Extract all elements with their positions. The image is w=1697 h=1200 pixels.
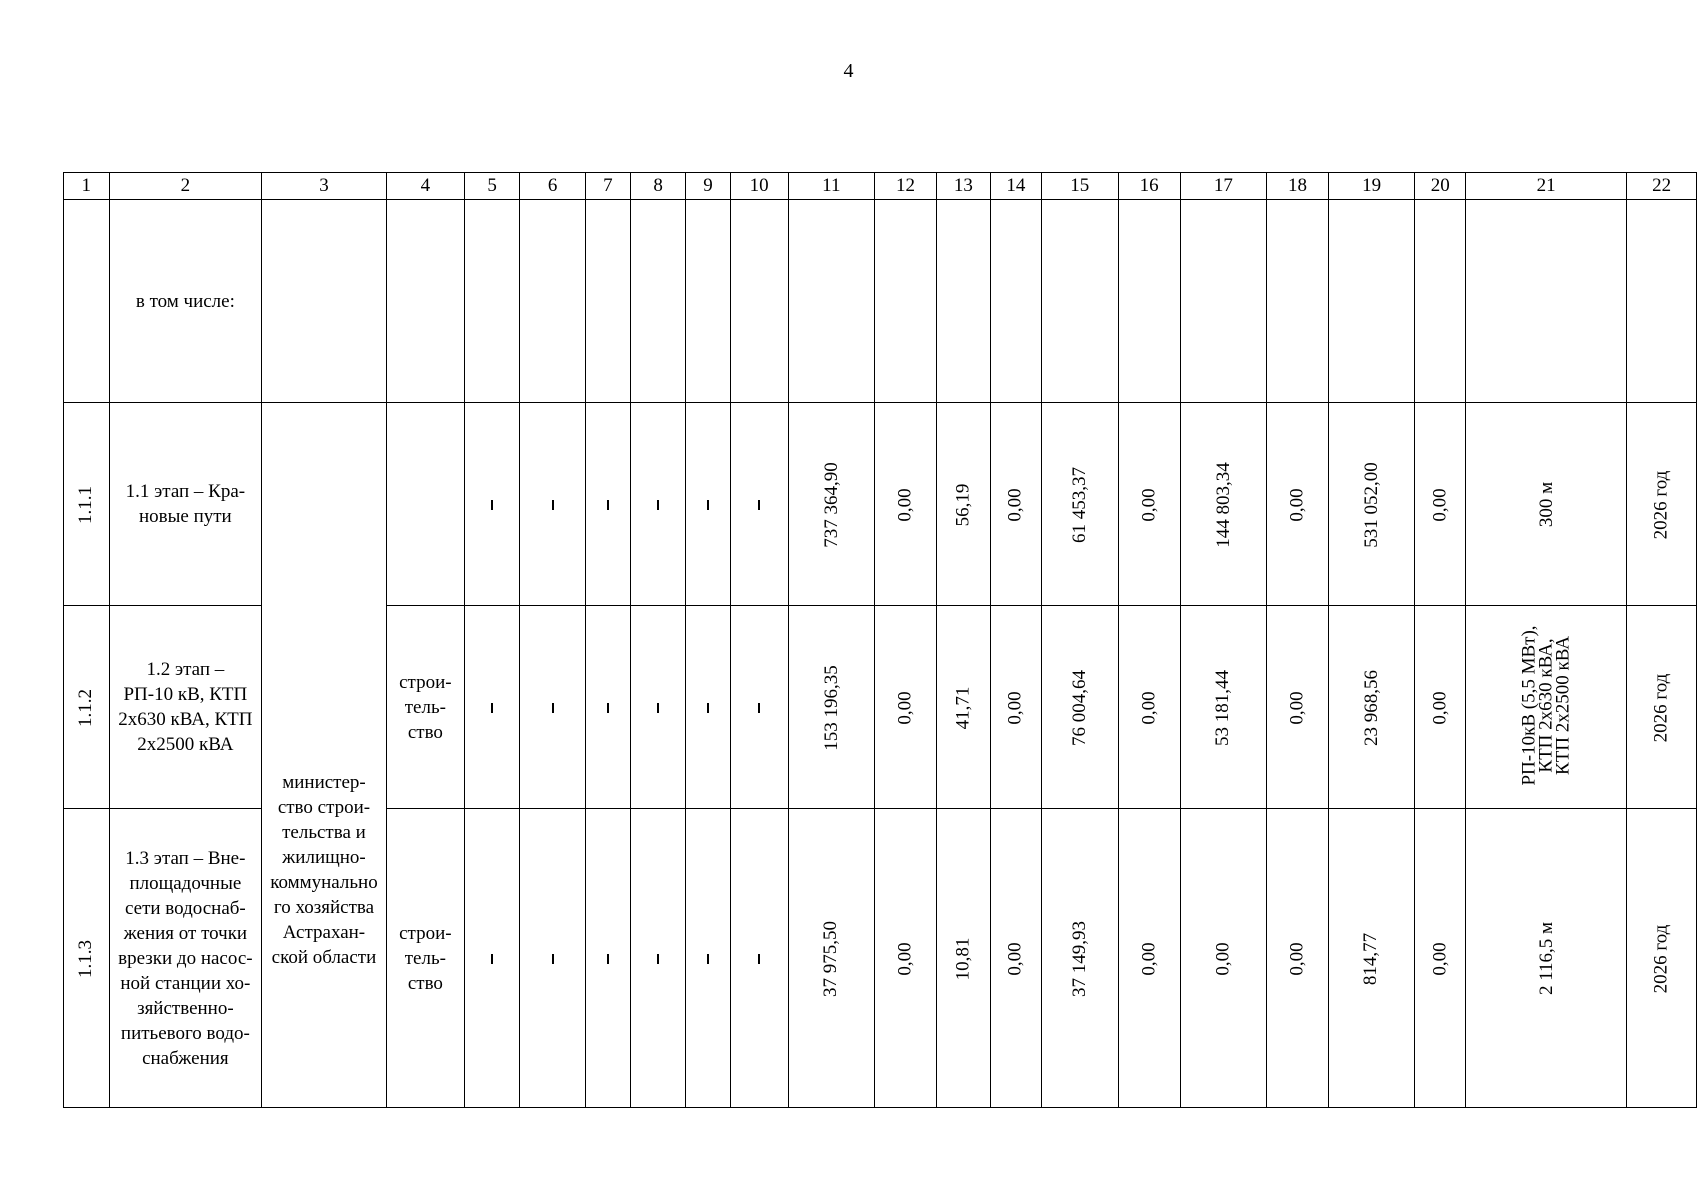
row-value: 0,00: [894, 487, 916, 522]
intro-empty-cell: [990, 200, 1041, 403]
dash-cell: [630, 606, 685, 809]
dash-mark: [607, 500, 609, 510]
dash-mark: [657, 703, 659, 713]
dash-mark: [758, 500, 760, 510]
capacity-cell: [1466, 403, 1627, 606]
year-cell: [1627, 403, 1697, 606]
dash-cell: [585, 606, 630, 809]
dash-cell: [630, 403, 685, 606]
row-type-cell: [386, 403, 464, 606]
dash-mark: [707, 954, 709, 964]
dash-mark: [491, 954, 493, 964]
column-header: 8: [630, 173, 685, 200]
intro-empty-cell: [1466, 200, 1627, 403]
row-value: 153 196,35: [820, 664, 842, 751]
intro-empty-cell: [730, 200, 788, 403]
intro-org-cell: [262, 200, 387, 403]
dash-mark: [552, 954, 554, 964]
year-cell: [1627, 606, 1697, 809]
dash-cell: [520, 403, 586, 606]
dash-cell: [730, 809, 788, 1108]
intro-empty-cell: [465, 200, 520, 403]
value-cell: [990, 606, 1041, 809]
value-cell: [1267, 809, 1329, 1108]
value-cell: [1267, 606, 1329, 809]
dash-mark: [657, 954, 659, 964]
column-header: 4: [386, 173, 464, 200]
value-cell: [1415, 403, 1466, 606]
intro-empty-cell: [386, 200, 464, 403]
dash-cell: [520, 606, 586, 809]
dash-cell: [686, 403, 730, 606]
table-row: [64, 403, 1697, 606]
value-cell: [875, 809, 937, 1108]
column-header: 14: [990, 173, 1041, 200]
intro-empty-cell: [1118, 200, 1180, 403]
column-header: 6: [520, 173, 586, 200]
row-value: 0,00: [1429, 487, 1451, 522]
intro-empty-cell: [630, 200, 685, 403]
page-number: 4: [843, 60, 854, 82]
row-number: 1.1.1: [75, 485, 97, 524]
row-value: 0,00: [1429, 941, 1451, 976]
row-number: 1.1.2: [75, 688, 97, 727]
row-value: 0,00: [894, 941, 916, 976]
dash-mark: [758, 954, 760, 964]
dash-cell: [465, 403, 520, 606]
column-header: 21: [1466, 173, 1627, 200]
column-header: 11: [788, 173, 875, 200]
row-type-cell: [386, 809, 464, 1108]
intro-empty-cell: [1415, 200, 1466, 403]
value-cell: [1041, 809, 1118, 1108]
dash-mark: [707, 703, 709, 713]
dash-mark: [607, 954, 609, 964]
value-cell: [1415, 606, 1466, 809]
dash-cell: [730, 606, 788, 809]
capacity-cell: [1466, 606, 1627, 809]
value-cell: [1180, 403, 1267, 606]
row-value: 76 004,64: [1068, 669, 1090, 746]
column-header: 19: [1328, 173, 1415, 200]
value-cell: [788, 606, 875, 809]
column-header: 5: [465, 173, 520, 200]
intro-label: в том числе:: [109, 200, 262, 403]
value-cell: [1328, 809, 1415, 1108]
row-value: 0,00: [1138, 941, 1160, 976]
value-cell: [875, 403, 937, 606]
row-name-cell: [109, 403, 262, 606]
intro-empty-cell: [1180, 200, 1267, 403]
row-capacity: 300 м: [1535, 481, 1557, 527]
dash-cell: [630, 809, 685, 1108]
year-cell: [1627, 809, 1697, 1108]
column-header: 9: [686, 173, 730, 200]
value-cell: [1328, 606, 1415, 809]
row-value: 0,00: [1286, 941, 1308, 976]
dash-cell: [730, 403, 788, 606]
dash-cell: [585, 809, 630, 1108]
column-header: 2: [109, 173, 262, 200]
value-cell: [1180, 606, 1267, 809]
data-table: [63, 172, 1697, 1108]
row-number: 1.1.3: [75, 939, 97, 978]
row-name: 1.3 этап – Вне- площадочные сети водоснаб- жения от точки врезки до насос- ной станции хо- зяйственно- питьевого водо- снабжения: [118, 847, 253, 1069]
row-value: 0,00: [1004, 941, 1026, 976]
value-cell: [990, 809, 1041, 1108]
column-header: 12: [875, 173, 937, 200]
value-cell: [1118, 809, 1180, 1108]
row-number-cell: [64, 606, 110, 809]
dash-cell: [520, 809, 586, 1108]
value-cell: [875, 606, 937, 809]
dash-cell: [686, 606, 730, 809]
intro-num-cell: [64, 200, 110, 403]
dash-mark: [491, 703, 493, 713]
row-value: 41,71: [952, 686, 974, 729]
value-cell: [990, 403, 1041, 606]
row-value: 0,00: [1138, 690, 1160, 725]
column-header: 3: [262, 173, 387, 200]
value-cell: [1118, 403, 1180, 606]
row-type-cell: [386, 606, 464, 809]
intro-empty-cell: [1267, 200, 1329, 403]
row-value: 0,00: [1212, 941, 1234, 976]
row-name: 1.2 этап – РП-10 кВ, КТП 2х630 кВА, КТП 2х2500 кВА: [118, 659, 253, 755]
dash-cell: [585, 403, 630, 606]
row-value: 37 975,50: [820, 920, 842, 997]
dash-mark: [607, 703, 609, 713]
row-value: 814,77: [1360, 932, 1382, 985]
dash-mark: [552, 703, 554, 713]
row-year: 2026 год: [1650, 470, 1672, 539]
dash-mark: [707, 500, 709, 510]
organization-name: министер- ство строи- тельства и жилищно- коммунально го хозяйства Астрахан- ской области: [270, 772, 378, 968]
value-cell: [936, 606, 990, 809]
value-cell: [788, 809, 875, 1108]
column-header: 20: [1415, 173, 1466, 200]
row-type: строи- тель- ство: [399, 922, 452, 994]
capacity-cell: [1466, 809, 1627, 1108]
row-value: 144 803,34: [1212, 461, 1234, 548]
value-cell: [936, 403, 990, 606]
row-value: 0,00: [1429, 690, 1451, 725]
column-header: 7: [585, 173, 630, 200]
column-header: 22: [1627, 173, 1697, 200]
intro-empty-cell: [788, 200, 875, 403]
row-year: 2026 год: [1650, 924, 1672, 993]
value-cell: [1180, 809, 1267, 1108]
row-value: 0,00: [1004, 487, 1026, 522]
intro-empty-cell: [686, 200, 730, 403]
dash-cell: [465, 606, 520, 809]
row-value: 61 453,37: [1068, 466, 1090, 543]
intro-empty-cell: [1627, 200, 1697, 403]
row-value: 10,81: [952, 937, 974, 980]
row-year: 2026 год: [1650, 673, 1672, 742]
value-cell: [936, 809, 990, 1108]
value-cell: [1041, 403, 1118, 606]
intro-empty-cell: [585, 200, 630, 403]
dash-cell: [465, 809, 520, 1108]
dash-cell: [686, 809, 730, 1108]
row-number-cell: [64, 403, 110, 606]
row-value: 737 364,90: [820, 461, 842, 548]
value-cell: [1267, 403, 1329, 606]
value-cell: [1328, 403, 1415, 606]
row-value: 0,00: [1138, 487, 1160, 522]
intro-empty-cell: [936, 200, 990, 403]
row-value: 56,19: [952, 483, 974, 526]
dash-mark: [552, 500, 554, 510]
column-header: 17: [1180, 173, 1267, 200]
row-name: 1.1 этап – Кра- новые пути: [125, 481, 246, 527]
organization-cell: [262, 403, 387, 1108]
row-value: 0,00: [894, 690, 916, 725]
intro-empty-cell: [1041, 200, 1118, 403]
row-number-cell: [64, 809, 110, 1108]
row-value: 53 181,44: [1212, 669, 1234, 746]
row-name-cell: [109, 809, 262, 1108]
value-cell: [1415, 809, 1466, 1108]
intro-empty-cell: [1328, 200, 1415, 403]
intro-empty-cell: [875, 200, 937, 403]
header-row: [64, 173, 1697, 200]
column-header: 15: [1041, 173, 1118, 200]
row-value: 23 968,56: [1360, 669, 1382, 746]
row-capacity: 2 116,5 м: [1535, 921, 1557, 995]
column-header: 18: [1267, 173, 1329, 200]
dash-mark: [657, 500, 659, 510]
value-cell: [788, 403, 875, 606]
dash-mark: [491, 500, 493, 510]
row-value: 37 149,93: [1068, 920, 1090, 997]
value-cell: [1041, 606, 1118, 809]
dash-mark: [758, 703, 760, 713]
row-value: 0,00: [1286, 487, 1308, 522]
column-header: 16: [1118, 173, 1180, 200]
row-name-cell: [109, 606, 262, 809]
value-cell: [1118, 606, 1180, 809]
row-type: строи- тель- ство: [399, 671, 452, 743]
column-header: 13: [936, 173, 990, 200]
row-value: 531 052,00: [1360, 461, 1382, 548]
column-header: 10: [730, 173, 788, 200]
column-header: 1: [64, 173, 110, 200]
row-capacity: РП-10кВ (5,5 МВт), КТП 2х630 кВА, КТП 2х2500 кВА: [1518, 624, 1574, 786]
row-value: 0,00: [1004, 690, 1026, 725]
intro-row: [64, 200, 1697, 403]
row-value: 0,00: [1286, 690, 1308, 725]
intro-empty-cell: [520, 200, 586, 403]
